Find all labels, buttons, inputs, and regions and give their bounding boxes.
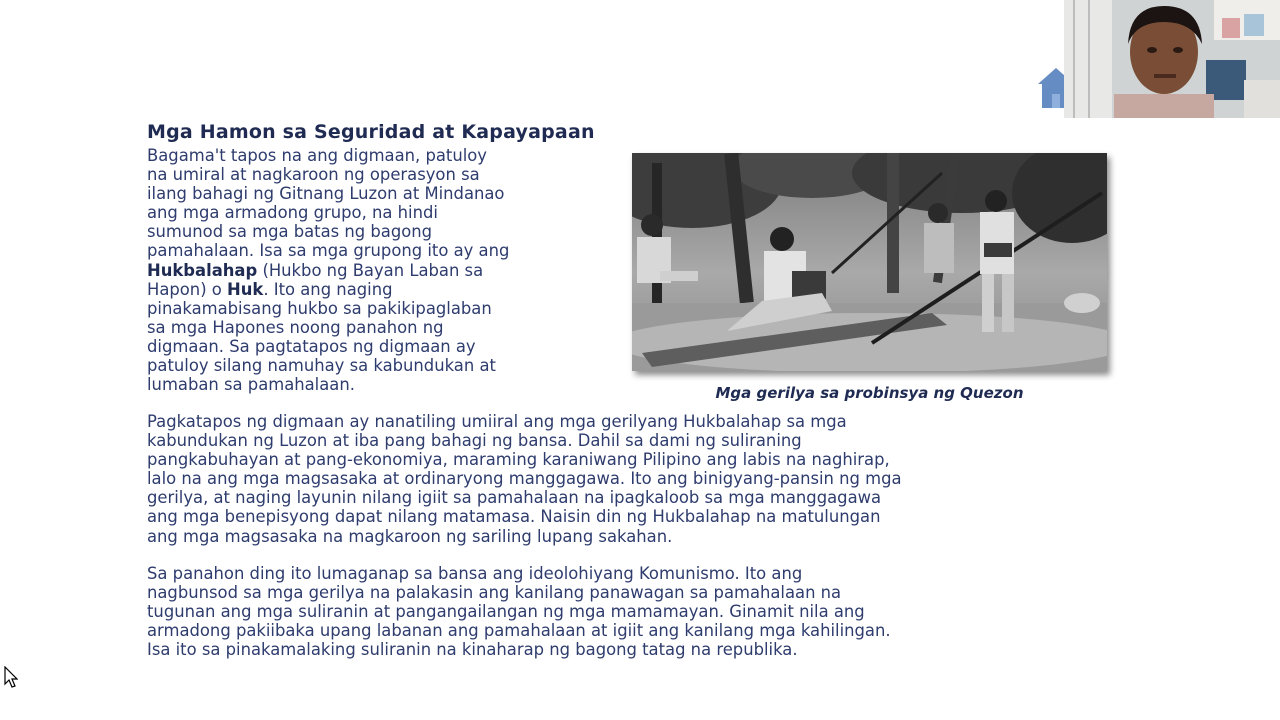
paragraph-komunismo: [147, 564, 1122, 659]
guerrilla-photo-illustration: [632, 153, 1107, 371]
text-line: [147, 261, 627, 280]
intro-paragraph: [147, 146, 627, 394]
text-line: [147, 280, 627, 299]
text-line: Bagama't tapos na ang digmaan, patuloy: [147, 146, 488, 165]
hukbalahap-bold: Hukbalahap: [147, 260, 258, 280]
guerrilla-photo: [632, 153, 1107, 371]
text-line: ang mga benepisyong dapat nilang matamasa. Naisin din ng Hukbalahap na matulungan: [147, 507, 881, 527]
webcam-feed: [1064, 0, 1280, 118]
text-line: digmaan. Sa pagtatapos ng digmaan ay: [147, 336, 476, 356]
webcam-person-image: [1064, 0, 1280, 118]
text-line: ang mga armadong grupo, na hindi: [147, 203, 438, 223]
text-line: pamahalaan. Isa sa mga grupong ito ay ang: [147, 241, 510, 261]
text-line: patuloy silang namuhay sa kabundukan at: [147, 356, 496, 376]
text-line: ang mga magsasaka na magkaroon ng sariling lupang sakahan.: [147, 526, 673, 546]
mouse-cursor-icon: [4, 666, 18, 688]
huk-prefix: Hapon) o: [147, 279, 228, 299]
text-line: sa mga Hapones noong panahon ng: [147, 317, 444, 337]
text-line: pangkabuhayan at pang-ekonomiya, maraming karaniwang Pilipino ang labis na naghirap,: [147, 450, 890, 470]
text-line: na umiral at nagkaroon ng operasyon sa: [147, 165, 480, 185]
slide-title: Mga Hamon sa Seguridad at Kapayapaan: [147, 121, 595, 143]
text-line: lalo na ang mga magsasaka at ordinaryong manggagawa. Ito ang binigyang-pansin ng mga: [147, 469, 902, 489]
text-line: tugunan ang mga suliranin at pangangailangan ng mga mamamayan. Ginamit nila ang: [147, 602, 865, 622]
hukbalahap-rest: (Hukbo ng Bayan Laban sa: [257, 260, 484, 280]
paragraph-hukbalahap: [147, 412, 1122, 546]
text-line: sumunod sa mga batas ng bagong: [147, 222, 433, 242]
huk-bold: Huk: [227, 279, 264, 299]
text-line: lumaban sa pamahalaan.: [147, 375, 355, 395]
text-line: gerilya, at naging layunin nilang igiit sa pamahalaan na ipagkaloob sa mga manggagawa: [147, 488, 882, 508]
text-line: Isa ito sa pinakamalaking suliranin na kinaharap ng bagong tatag na republika.: [147, 640, 798, 660]
huk-rest: . Ito ang naging: [263, 279, 393, 299]
text-line: Pagkatapos ng digmaan ay nanatiling umiiral ang mga gerilyang Hukbalahap sa mga: [147, 412, 847, 431]
text-line: Sa panahon ding ito lumaganap sa bansa ang ideolohiyang Komunismo. Ito ang: [147, 564, 803, 583]
text-line: ilang bahagi ng Gitnang Luzon at Mindanao: [147, 184, 505, 204]
text-line: nagbunsod sa mga gerilya na palakasin ang kanilang panawagan sa pamahalaan na: [147, 583, 842, 603]
text-line: armadong pakiibaka upang labanan ang pamahalaan at igiit ang kanilang mga kahilingan.: [147, 621, 891, 641]
photo-caption: Mga gerilya sa probinsya ng Quezon: [715, 384, 1024, 402]
text-line: kabundukan ng Luzon at iba pang bahagi ng bansa. Dahil sa dami ng suliraning: [147, 431, 802, 451]
text-line: pinakamabisang hukbo sa pakikipaglaban: [147, 298, 492, 318]
